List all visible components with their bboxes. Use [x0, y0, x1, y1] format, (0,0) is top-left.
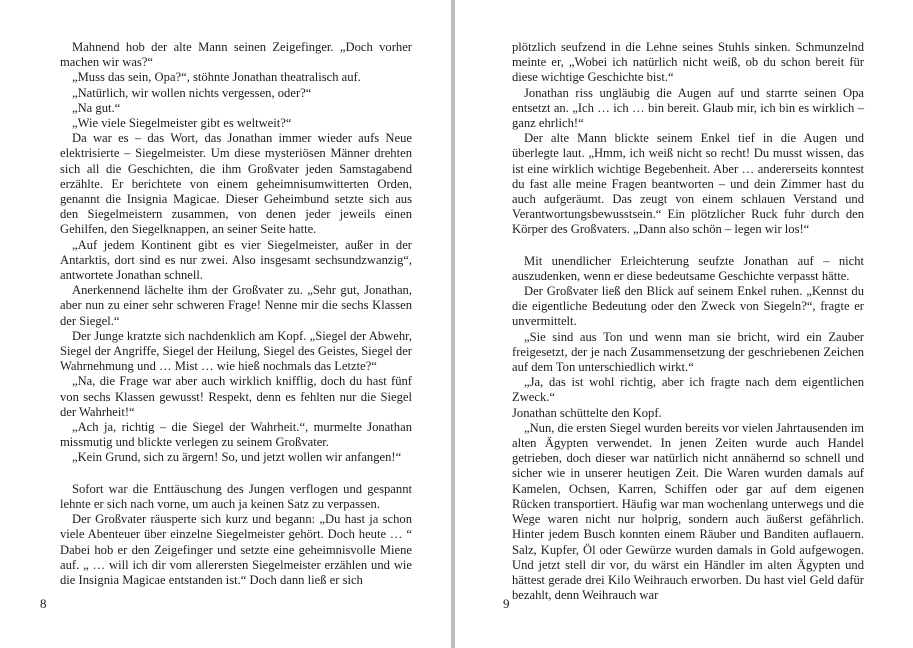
page-number-right: 9: [503, 596, 510, 611]
paragraph: „Muss das sein, Opa?“, stöhnte Jonathan theatralisch auf.: [72, 70, 361, 85]
paragraph: Anerkennend lächelte ihm der Großvater zu. „Sehr gut, Jonathan, aber nun zu einer sehr schweren Frage! Nenne mir die sechs Klassen der Siegel.“: [60, 283, 412, 328]
page-number-left: 8: [40, 596, 47, 611]
paragraph: „Auf jedem Kontinent gibt es vier Siegelmeister, außer in der Antarktis, dort sind es nur zwei. Also insgesamt sechsundzwanzig“, antwortete Jonathan schnell.: [60, 237, 412, 283]
paragraph: „Natürlich, wir wollen nichts vergessen, oder?“: [72, 85, 312, 100]
paragraph: „Kein Grund, sich zu ärgern! So, und jetzt wollen wir anfangen!“: [72, 450, 402, 465]
left-page: [0, 0, 451, 648]
paragraph: Jonathan riss ungläubig die Augen auf und starrte seinen Opa entsetzt an. „Ich … ich … bin bereit. Glaub mir, ich bin es wirklich – ganz ehrlich!“: [512, 85, 864, 131]
paragraph: Der Großvater räusperte sich kurz und begann: „Du hast ja schon viele Abenteuer über einzelne Siegelmeister gehört. Doch heute … “ Dabei hob er den Zeigefinger und setzte eine geheimnisvolle Miene auf. „ … will ich dir vom allerersten Siegelmeister erzählen und wie die Insignia Magicae entstanden ist.“ Doch dann ließ er sich: [60, 512, 412, 587]
paragraph: Sofort war die Enttäuschung des Jungen verflogen und gespannt lehnte er sich nach vorne, um auch ja keinen Satz zu verpassen.: [60, 481, 412, 511]
paragraph: Der Junge kratzte sich nachdenklich am Kopf. „Siegel der Abwehr, Siegel der Angriffe, Siegel der Heilung, Siegel des Geistes, Siegel der Wahrnehmung und … Mist … wie hieß nochmals das Letzte?“: [60, 328, 412, 374]
paragraph: „Na, die Frage war aber auch wirklich knifflig, doch du hast fünf von sechs Klassen gewusst! Respekt, denn es fehlten nur die Siegel der Wahrheit!“: [60, 374, 412, 419]
paragraph: Mit unendlicher Erleichterung seufzte Jonathan auf – nicht auszudenken, wenn er diese bedeutsame Geschichte verpasst hätte.: [512, 253, 864, 283]
paragraph: Da war es – das Wort, das Jonathan immer wieder aufs Neue elektrisierte – Siegelmeister. Um diese mysteriösen Männer drehten sich all die Geschichten, die ihm Großvater jeden Samstagabend erzählte. Er berichtete von einem geheimnisumwitterten Orden, genannt die Insignia Magicae. Dieser Geheimbund setzte sich aus den Siegelmeistern zusammen, von denen jeder jeweils einen Gehilfen, den Siegelknappen, an seiner Seite hatte.: [60, 131, 412, 237]
paragraph: „Ja, das ist wohl richtig, aber ich fragte nach dem eigentlichen Zweck.“: [512, 375, 864, 405]
left-page-text: [60, 40, 412, 588]
paragraph: Mahnend hob der alte Mann seinen Zeigefinger. „Doch vorher machen wir was?“: [60, 40, 412, 70]
paragraph: „Na gut.“: [72, 100, 121, 115]
paragraph: „Ach ja, richtig – die Siegel der Wahrheit.“, murmelte Jonathan missmutig und blickte verlegen zu seinem Großvater.: [60, 420, 412, 450]
paragraph: plötzlich seufzend in die Lehne seines Stuhls sinken. Schmunzelnd meinte er, „Wobei ich natürlich nicht weiß, ob du schon bereit für diese wichtige Geschichte bist.“: [512, 40, 864, 85]
paragraph: Der alte Mann blickte seinem Enkel tief in die Augen und überlegte laut. „Hmm, ich weiß nicht so recht! Du musst wissen, das ist eine wirklich wichtige Begebenheit. Aber … andererseits konntest du fast alle meine Fragen beantworten – und dein Zimmer hast du auch aufgeräumt. Das zeugt von einem schlauen Verstand und Verantwortungsbewusstsein.“ Ein plötzlicher Ruck fuhr durch den Körper des Großvaters. „Dann also schön – legen wir los!“: [512, 131, 864, 237]
paragraph: „Nun, die ersten Siegel wurden bereits vor vielen Jahrtausenden im alten Ägypten verwendet. In jenen Zeiten wurde auch Handel getrieben, doch dieser war natürlich nicht annähernd so schnell und sicher wie in unserer heutigen Zeit. Die Waren wurden damals auf Kamelen, Ochsen, Karren, Schiffen oder gar auf dem eigenen Rücken transportiert. Häufig war man wochenlang unterwegs und die Wege waren nicht nur holprig, sondern auch äußerst gefährlich. Hinter jedem Busch konnten einem Räuber und Banditen auflauern. Salz, Kupfer, Öl oder Gewürze wurden damals in Gold aufgewogen. Und jetzt stell dir vor, du wärst ein Händler im alten Ägypten und hättest gerade drei Kilo Weihrauch erworben. Du hast viel Geld dafür bezahlt, denn Weihrauch war: [512, 420, 864, 603]
paragraph: „Wie viele Siegelmeister gibt es weltweit?“: [72, 116, 292, 131]
right-page-text: [512, 40, 864, 603]
paragraph: „Sie sind aus Ton und wenn man sie bricht, wird ein Zauber freigesetzt, der je nach Zusammensetzung der geschriebenen Zeichen auf dem Ton unterschiedlich wirkt.“: [512, 329, 864, 375]
right-page: [455, 0, 913, 648]
paragraph: Jonathan schüttelte den Kopf.: [512, 405, 662, 420]
paragraph: Der Großvater ließ den Blick auf seinem Enkel ruhen. „Kennst du die eigentliche Bedeutung oder den Zweck von Siegeln?“, fragte er unvermittelt.: [512, 284, 864, 329]
